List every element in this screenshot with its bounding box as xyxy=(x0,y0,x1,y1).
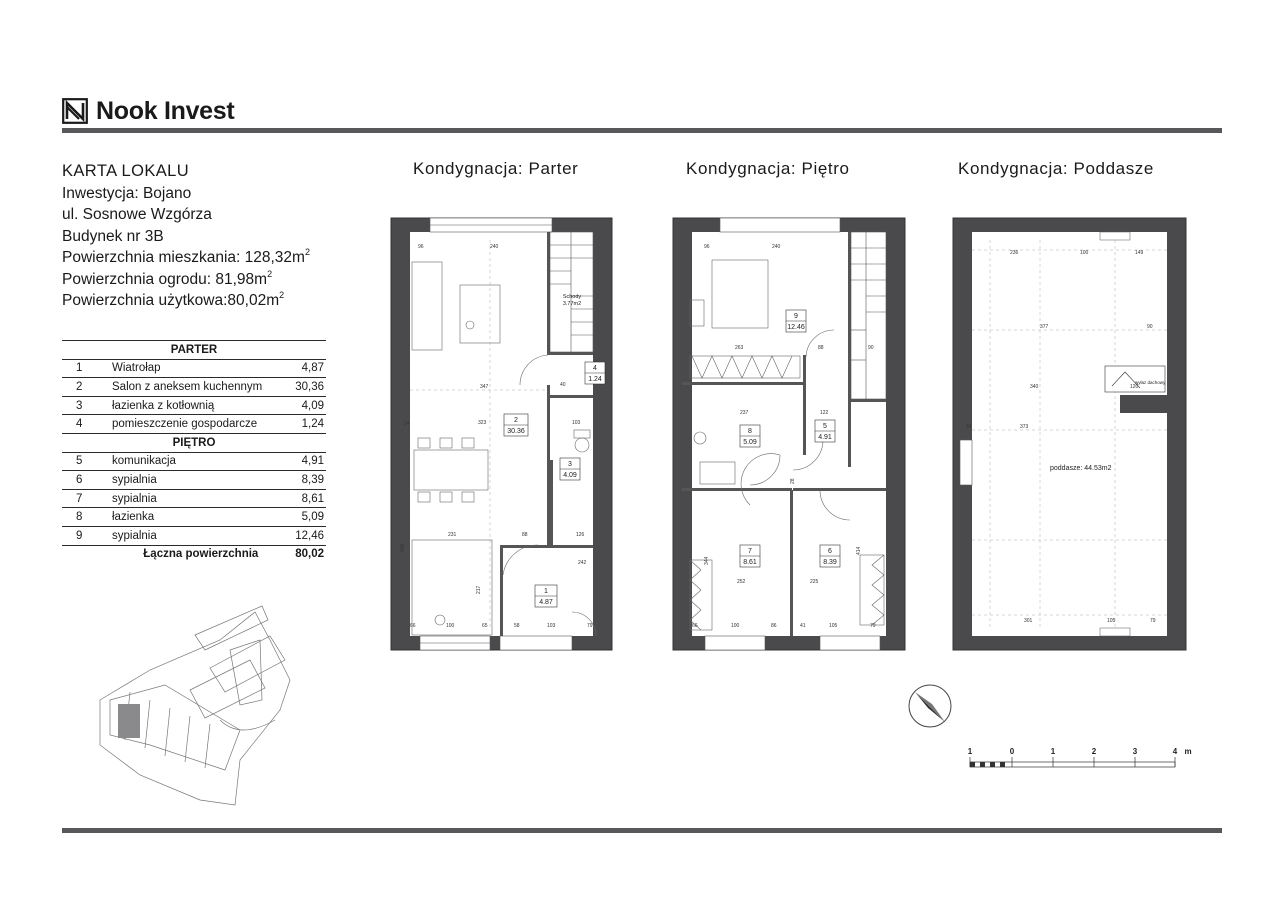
building-number: Budynek nr 3B xyxy=(62,227,164,245)
dimension-label: 24 xyxy=(966,424,972,430)
poddasze-plan xyxy=(953,218,1186,650)
dimension-label: 66 xyxy=(692,623,698,629)
dimension-label: 96 xyxy=(704,244,710,250)
dimension-label: 373 xyxy=(1020,424,1029,430)
dimension-label: 323 xyxy=(478,420,487,426)
room-number: 6 xyxy=(62,471,112,490)
plan-title-poddasze: Kondygnacja: Poddasze xyxy=(958,159,1154,178)
room-name: Wiatrołap xyxy=(112,359,290,378)
dimension-label: 122 xyxy=(820,410,829,416)
dimension-label: 66 xyxy=(410,623,416,629)
dimension-label: 237 xyxy=(740,410,749,416)
room-number-6: 6 xyxy=(828,548,832,555)
dimension-label: 217 xyxy=(476,585,482,594)
dimension-label: 236 xyxy=(1010,250,1019,256)
room-number-9: 9 xyxy=(794,313,798,320)
dimension-label: 340 xyxy=(1030,384,1039,390)
dimension-label: 225 xyxy=(810,579,819,585)
room-number-5: 5 xyxy=(823,423,827,430)
dimension-label: 28 xyxy=(790,478,796,484)
dimension-label: 414 xyxy=(856,546,862,555)
room-number: 5 xyxy=(62,452,112,471)
dimension-label: 79 xyxy=(870,623,876,629)
living-area: Powierzchnia mieszkania: $128,32m^2$ xyxy=(62,247,310,266)
room-number: 1 xyxy=(62,359,112,378)
stairs-label: Schody xyxy=(562,294,582,300)
room-area: 8,39 xyxy=(290,471,326,490)
street-address: ul. Sosnowe Wzgórza xyxy=(62,206,212,223)
section-pietro-heading: PIĘTRO xyxy=(62,433,326,452)
room-name: łazienka xyxy=(112,508,290,527)
dimension-label: 79 xyxy=(1150,618,1156,624)
north-arrow-icon xyxy=(909,685,951,727)
dimension-label: 100 xyxy=(446,623,455,629)
room-number-4: 4 xyxy=(593,365,597,372)
dimension-label: 65 xyxy=(482,623,488,629)
dimension-label: 86 xyxy=(771,623,777,629)
dimension-label: 120 xyxy=(1130,384,1139,390)
plan-title-parter: Kondygnacja: Parter xyxy=(413,159,579,178)
garden-area: Powierzchnia ogrodu: $81,98m^2$ xyxy=(62,268,273,288)
total-label: Łączna powierzchnia xyxy=(143,548,259,561)
plan-title-pietro: Kondygnacja: Piętro xyxy=(686,159,850,178)
dimension-label: 263 xyxy=(735,345,744,351)
room-name: pomieszczenie gospodarcze xyxy=(112,415,290,434)
room-area: 4,87 xyxy=(290,359,326,378)
room-name: sypialnia xyxy=(112,526,290,545)
dimension-label: 103 xyxy=(547,623,556,629)
dimension-label: 344 xyxy=(704,556,710,565)
room-number: 8 xyxy=(62,508,112,527)
dimension-label: 88 xyxy=(522,532,528,538)
dimension-label: 40 xyxy=(560,382,566,388)
scale-tick-label: 2 xyxy=(1091,747,1097,756)
dimension-label: 90 xyxy=(1147,324,1153,330)
dimension-label: 231 xyxy=(448,532,457,538)
room-number: 3 xyxy=(62,396,112,415)
room-number-2: 2 xyxy=(514,417,518,424)
dimension-label: 96 xyxy=(418,244,424,250)
dimension-label: 377 xyxy=(1040,324,1049,330)
attic-area-label: poddasze: 44.53m2 xyxy=(1050,465,1112,472)
room-area: 4,91 xyxy=(290,452,326,471)
scale-bar xyxy=(968,747,1192,767)
room-name: łazienka z kotłownią xyxy=(112,396,290,415)
dimension-label: 242 xyxy=(578,560,587,566)
room-number: 4 xyxy=(62,415,112,434)
room-area: 4,09 xyxy=(290,396,326,415)
dimension-label: 58 xyxy=(514,623,520,629)
dimension-label: 240 xyxy=(490,244,499,250)
dimension-label: 347 xyxy=(480,384,489,390)
dimension-label: 400 xyxy=(400,543,406,552)
room-area-7: 8.61 xyxy=(743,559,757,566)
dimension-label: 88 xyxy=(818,345,824,351)
dimension-label: 41 xyxy=(800,623,806,629)
scale-tick-label: 1 xyxy=(967,747,973,756)
room-number-3: 3 xyxy=(568,461,572,468)
room-number: 7 xyxy=(62,489,112,508)
room-area: 12,46 xyxy=(290,526,326,545)
dimension-label: 149 xyxy=(1135,250,1144,256)
room-number-8: 8 xyxy=(748,428,752,435)
scale-tick-label: 4 xyxy=(1172,747,1178,756)
room-area: 30,36 xyxy=(290,378,326,397)
pietro-plan xyxy=(673,218,905,650)
room-name: Salon z aneksem kuchennym xyxy=(112,378,290,397)
dimension-label: 100 xyxy=(1080,250,1089,256)
scale-tick-label: 1 xyxy=(1050,747,1056,756)
room-number-7: 7 xyxy=(748,548,752,555)
room-area-8: 5.09 xyxy=(743,439,757,446)
room-area-3: 4.09 xyxy=(563,472,577,479)
dimension-label: 105 xyxy=(1107,618,1116,624)
dimension-label: 301 xyxy=(1024,618,1033,624)
usable-area: Powierzchnia $użytkowa:80,02m^2$ xyxy=(62,290,285,309)
brand-name: Nook Invest xyxy=(96,96,235,125)
scale-tick-label: 3 xyxy=(1132,747,1138,756)
investment-name: Inwestycja: Bojano xyxy=(62,184,192,202)
total-value: 80,02 xyxy=(295,548,324,561)
dimension-label: 90 xyxy=(868,345,874,351)
dimension-label: 252 xyxy=(737,579,746,585)
scale-unit: m xyxy=(1184,747,1192,756)
dimension-label: 24 xyxy=(404,421,410,427)
room-area-1: 4.87 xyxy=(539,599,553,606)
room-area: 8,61 xyxy=(290,489,326,508)
room-area-4: 1.24 xyxy=(588,376,602,383)
dimension-label: 100 xyxy=(731,623,740,629)
room-area-9: 12.46 xyxy=(787,324,805,331)
dimension-label: 240 xyxy=(772,244,781,250)
room-number-1: 1 xyxy=(544,588,548,595)
dimension-label: 79 xyxy=(587,623,593,629)
dimension-label: 103 xyxy=(572,420,581,426)
parter-plan xyxy=(391,218,612,650)
room-area-5: 4.91 xyxy=(818,434,832,441)
building-3b-highlight xyxy=(118,704,140,738)
room-name: sypialnia xyxy=(112,489,290,508)
room-number: 2 xyxy=(62,378,112,397)
sheet-title: KARTA LOKALU xyxy=(62,162,190,180)
room-name: komunikacja xyxy=(112,452,290,471)
room-area: 1,24 xyxy=(290,415,326,434)
stairs-area: 3.77m2 xyxy=(562,301,582,307)
room-number: 9 xyxy=(62,526,112,545)
room-area-2: 30.36 xyxy=(507,428,525,435)
room-area: 5,09 xyxy=(290,508,326,527)
dimension-label: 126 xyxy=(576,532,585,538)
roof-hatch-label: wyłaz dachowy xyxy=(1135,380,1166,385)
dimension-label: 105 xyxy=(829,623,838,629)
scale-tick-label: 0 xyxy=(1009,747,1015,756)
room-area-6: 8.39 xyxy=(823,559,837,566)
section-parter-heading: PARTER xyxy=(62,341,326,360)
room-name: sypialnia xyxy=(112,471,290,490)
